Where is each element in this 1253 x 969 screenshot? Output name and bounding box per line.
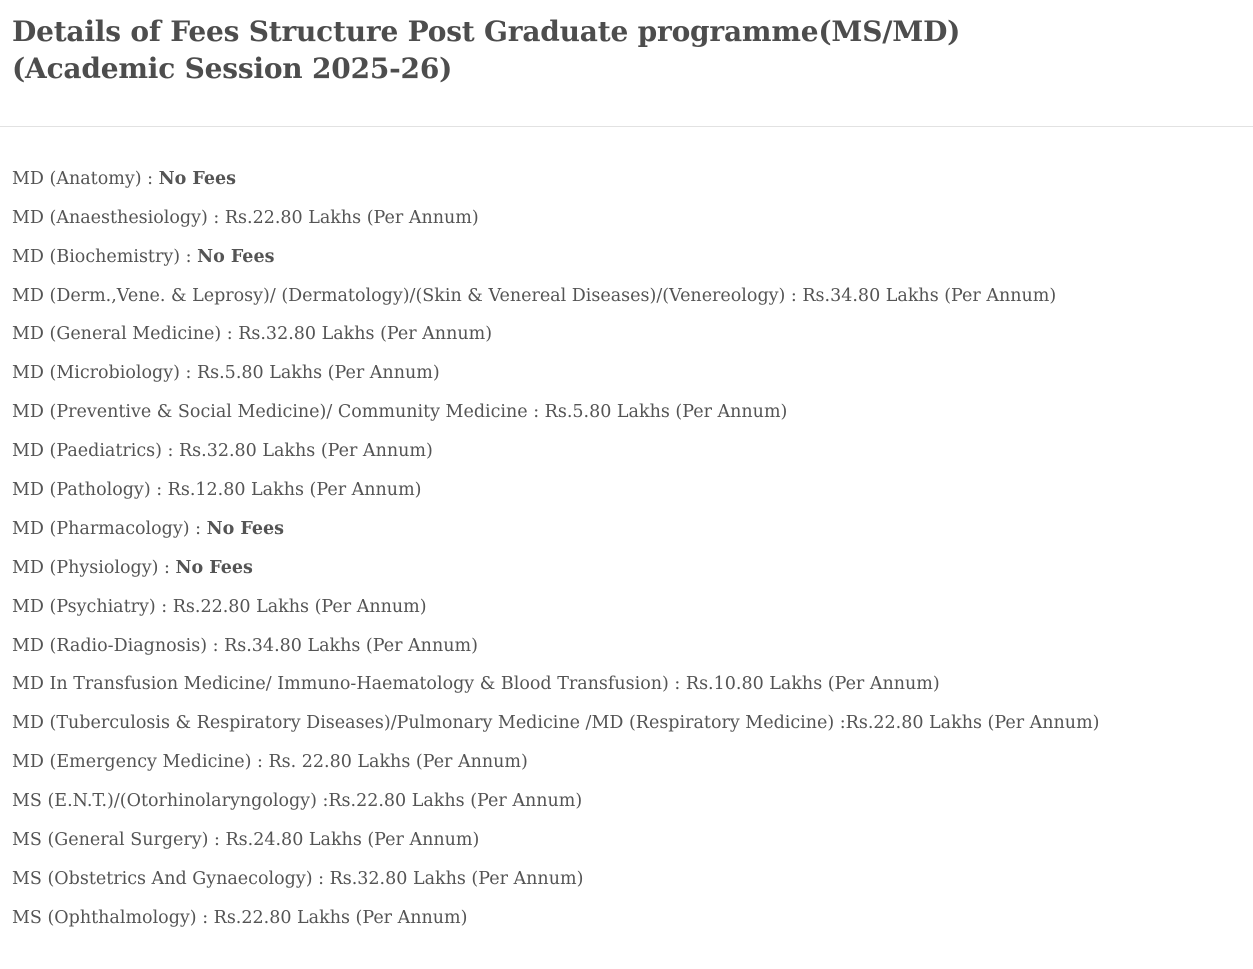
fee-list-item: [12, 635, 1243, 656]
fee-item-course: MD (Derm.,Vene. & Leprosy)/ (Dermatology)/(Skin & Venereal Diseases)/(Venereology) : Rs.34.80 Lakhs (Per Annum): [12, 285, 1057, 306]
fee-list-item: [12, 676, 1243, 694]
fee-item-course: MD (Anatomy) :: [12, 168, 159, 189]
fee-list-item: [12, 404, 1243, 422]
fee-item-amount: No Fees: [175, 557, 253, 578]
fee-list-item: [12, 715, 1243, 733]
fee-item-course: MD (Emergency Medicine) : Rs. 22.80 Lakhs (Per Annum): [12, 752, 528, 773]
fee-item-course: MD (Anaesthesiology) : Rs.22.80 Lakhs (Per Annum): [12, 207, 479, 228]
fee-item-course: MD (General Medicine) : Rs.32.80 Lakhs (Per Annum): [12, 324, 493, 345]
fee-list-item: [12, 207, 1243, 228]
fee-item-course: MS (General Surgery) : Rs.24.80 Lakhs (Per Annum): [12, 830, 480, 851]
fee-item-course: MD (Tuberculosis & Respiratory Diseases)/Pulmonary Medicine /MD (Respiratory Medicine) :Rs.22.80 Lakhs (Per Annum): [12, 713, 1100, 734]
fee-item-course: MD (Physiology) :: [12, 557, 176, 578]
fee-list-item: [12, 168, 1243, 189]
fee-structure-list: [0, 127, 1253, 969]
fee-list-item: [12, 443, 1243, 461]
fee-item-course: MS (E.N.T.)/(Otorhinolaryngology) :Rs.22.80 Lakhs (Per Annum): [12, 791, 583, 812]
fee-item-course: MD (Pathology) : Rs.12.80 Lakhs (Per Annum): [12, 480, 422, 501]
fee-list-item: [12, 285, 1243, 306]
fee-list-item: [12, 482, 1243, 500]
fee-list-item: [12, 246, 1243, 267]
fee-item-course: MD In Transfusion Medicine/ Immuno-Haematology & Blood Transfusion) : Rs.10.80 Lakhs (Per Annum): [12, 674, 940, 695]
fee-list-item: [12, 793, 1243, 811]
fee-item-course: MD (Preventive & Social Medicine)/ Community Medicine : Rs.5.80 Lakhs (Per Annum): [12, 402, 788, 423]
fee-list-item: [12, 596, 1243, 617]
fee-item-amount: No Fees: [197, 246, 275, 267]
fee-item-course: MD (Pharmacology) :: [12, 518, 207, 539]
fee-list-item: [12, 754, 1243, 772]
fee-item-amount: No Fees: [206, 518, 284, 539]
fee-item-amount: No Fees: [158, 168, 236, 189]
fee-list-item: [12, 365, 1243, 383]
fee-list-item: [12, 907, 1243, 928]
fee-item-course: MD (Paediatrics) : Rs.32.80 Lakhs (Per Annum): [12, 441, 433, 462]
fee-list-item: [12, 326, 1243, 344]
fee-list-item: [12, 518, 1243, 539]
fee-list-item: [12, 868, 1243, 889]
fee-item-course: MS (Obstetrics And Gynaecology) : Rs.32.80 Lakhs (Per Annum): [12, 868, 584, 889]
fee-item-course: MD (Biochemistry) :: [12, 246, 198, 267]
page-title: [12, 14, 1243, 88]
fee-item-course: MD (Radio-Diagnosis) : Rs.34.80 Lakhs (Per Annum): [12, 635, 478, 656]
fee-list-item: [12, 832, 1243, 850]
fee-item-course: MS (Ophthalmology) : Rs.22.80 Lakhs (Per Annum): [12, 907, 468, 928]
page-title-line-1: Details of Fees Structure Post Graduate programme(MS/MD): [12, 15, 961, 48]
page-title-line-2: (Academic Session 2025-26): [12, 51, 453, 85]
fee-item-course: MD (Microbiology) : Rs.5.80 Lakhs (Per Annum): [12, 363, 440, 384]
fee-list-item: [12, 557, 1243, 578]
fee-item-course: MD (Psychiatry) : Rs.22.80 Lakhs (Per Annum): [12, 596, 427, 617]
